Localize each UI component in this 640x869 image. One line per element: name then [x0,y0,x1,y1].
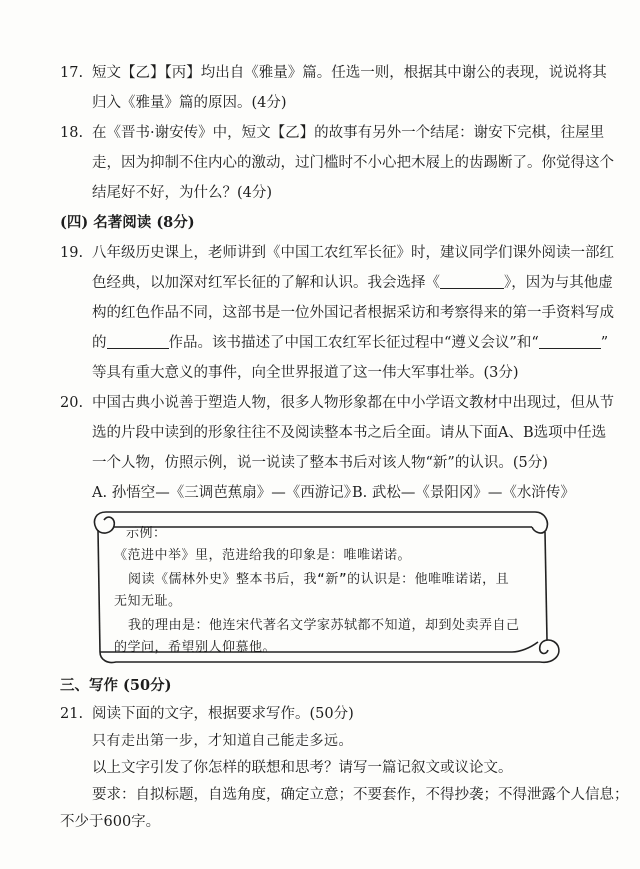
section-3-heading: 三、写作 (50分) [60,677,172,694]
q17-line-1: 短文【乙】【丙】均出自《雅量》篇。任选一则，根据其中谢公的表现，说说将其 [92,65,607,81]
q19-line-4 [92,333,608,353]
q21-number: 21. [60,706,84,722]
example-line-1: 《范进中举》里，范进给我的印象是：唯唯诺诺。 [114,548,412,563]
option-b: B. 武松—《景阳冈》—《水浒传》 [352,485,575,501]
example-line-3: 无知无耻。 [114,594,182,609]
q21-line-3: 要求：自拟标题，自选角度，确定立意；不要套作，不得抄袭；不得泄露个人信息； [92,787,629,803]
q19-number: 19. [60,245,84,261]
genre-blank[interactable] [107,334,169,349]
q19-line-4-end: ” [600,335,609,351]
q18-line-3: 结尾好不好，为什么？(4分) [92,185,273,201]
q18-number: 18. [60,125,84,141]
example-line-2: 阅读《儒林外史》整本书后，我“新”的认识是：他唯唯诺诺，且 [128,572,510,587]
example-line-5: 的学问，希望别人仰慕他。 [114,640,277,655]
q19-line-1: 八年级历史课上，老师讲到《中国工农红军长征》时，建议同学们课外阅读一部红 [92,245,614,261]
example-line-4: 我的理由是：他连宋代著名文学家苏轼都不知道，却到处卖弄自己 [128,618,520,633]
q21-quote: 只有走出第一步，才知道自己能走多远。 [92,733,353,749]
book-title-blank[interactable] [440,274,504,289]
q17-number: 17. [60,65,84,81]
q21-line-4: 不少于600字。 [60,814,161,830]
q19-line-2-end: 》，因为与其他虚 [504,275,613,291]
q19-line-2-text: 色经典，以加深对红军长征的了解和认识。我会选择《 [92,275,440,291]
section-4-heading: (四) 名著阅读 (8分) [60,214,195,231]
q20-line-3: 一个人物，仿照示例，说一说读了整本书后对该人物“新”的认识。(5分) [92,455,548,471]
q19-line-4-middle: 作品。该书描述了中国工农红军长征过程中“遵义会议”和“ [168,335,539,351]
q19-line-5: 等具有重大意义的事件，向全世界报道了这一伟大军事壮举。(3分) [92,365,519,381]
q20-line-2: 选的片段中读到的形象往往不及阅读整本书之后全面。请从下面A、B选项中任选 [92,425,607,441]
q18-line-1: 在《晋书·谢安传》中，短文【乙】的故事有另外一个结尾：谢安下完棋，往屋里 [92,125,605,141]
event-blank[interactable] [539,334,601,349]
q20-line-1: 中国古典小说善于塑造人物，很多人物形象都在中小学语文教材中出现过，但从节 [92,395,614,411]
q19-line-3: 构的红色作品不同，这部书是一位外国记者根据采访和考察得来的第一手资料写成 [92,305,614,321]
q20-number: 20. [60,395,84,411]
q19-line-4-start: 的 [92,335,107,351]
q21-line-2: 以上文字引发了你怎样的联想和思考？请写一篇记叙文或议论文。 [92,760,513,776]
q18-line-2: 走，因为抑制不住内心的激动，过门槛时不小心把木屐上的齿踢断了。你觉得这个 [92,155,614,171]
q17-line-2: 归入《雅量》篇的原因。(4分) [92,95,287,111]
option-a: A. 孙悟空—《三调芭蕉扇》—《西游记》 [92,485,359,501]
q19-line-2 [92,273,613,293]
q21-line-1: 阅读下面的文字，根据要求写作。(50分) [92,706,354,722]
example-label: 示例： [126,526,167,541]
